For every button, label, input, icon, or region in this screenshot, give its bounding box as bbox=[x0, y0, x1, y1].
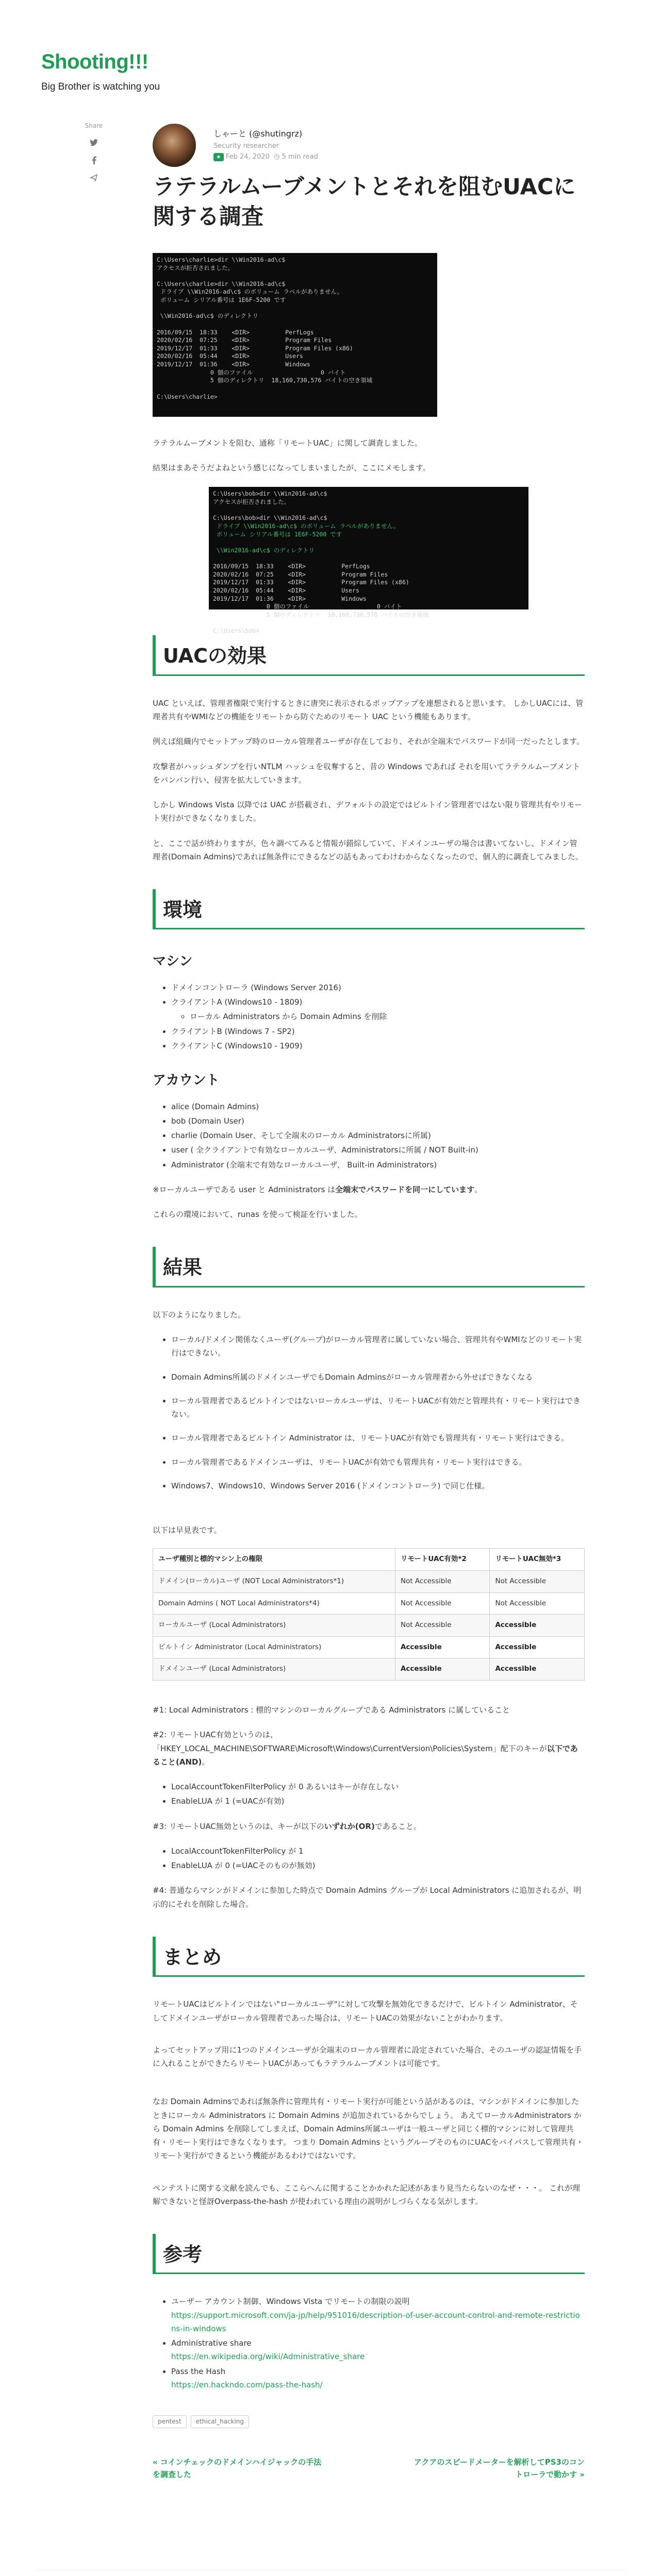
intro-paragraph-1: ラテラルムーブメントを阻む、通称「リモートUAC」に関して調査しました。 bbox=[153, 438, 422, 448]
site-description: Big Brother is watching you bbox=[41, 81, 160, 92]
footnote-2-list bbox=[171, 1780, 585, 1808]
reference-link[interactable]: https://en.wikipedia.org/wiki/Administrative_share bbox=[171, 2352, 365, 2362]
table-row bbox=[153, 1570, 585, 1592]
read-time: 5 min read bbox=[282, 152, 318, 161]
heading-uac: UACの効果 bbox=[153, 635, 585, 675]
table-cell: Not Accessible bbox=[490, 1592, 585, 1615]
terminal-screenshot-2 bbox=[209, 487, 528, 635]
footnote-2-bold: 以下であること(AND) bbox=[153, 1743, 578, 1767]
table-cell: Accessible bbox=[395, 1658, 490, 1681]
star-icon: ★ bbox=[213, 153, 224, 161]
list-item: • ローカル管理者であるドメインユーザは、リモートUACが有効でも管理共有・リモート実行はできる。 bbox=[171, 1455, 585, 1469]
uac-paragraph-5: と、ここで話が終わりますが、色々調べてみると情報が錯綜していて、ドメインユーザの場合は書いてないし、ドメイン管理者(Domain Admins)であれば無条件にできるなどの話もあってわけわからなくなったので、個人的に調査してみました。 bbox=[153, 838, 583, 861]
tag-ethical-hacking[interactable]: ethical_hacking bbox=[191, 2415, 249, 2428]
site-footer bbox=[36, 2570, 626, 2576]
post-date: Feb 24, 2020 bbox=[225, 152, 270, 161]
uac-paragraph-3: 攻撃者がハッシュダンプを行いNTLM ハッシュを収奪すると、昔の Windows であれば それを用いてラテラルムーブメントをバンバン行い、侵害を拡大していきます。 bbox=[153, 761, 581, 785]
footnote-2 bbox=[153, 1728, 585, 1769]
table-cell: Accessible bbox=[395, 1636, 490, 1658]
reference-title: • Pass the Hash bbox=[171, 2366, 226, 2376]
heading-machine: マシン bbox=[153, 954, 193, 970]
table-cell: Not Accessible bbox=[395, 1592, 490, 1615]
reference-link[interactable]: https://support.microsoft.com/ja-jp/help/951016/description-of-user-account-control-and-remote-restrictions-in-windows bbox=[171, 2310, 580, 2333]
footnote-3-end: であること。 bbox=[374, 1821, 421, 1831]
result-table bbox=[153, 1548, 585, 1681]
twitter-icon[interactable] bbox=[89, 139, 99, 149]
account-list bbox=[171, 1100, 585, 1172]
list-item bbox=[171, 2336, 585, 2364]
list-item bbox=[171, 2365, 585, 2392]
table-cell: Accessible bbox=[490, 1636, 585, 1658]
list-item: • クライアントC (Windows10 - 1909) bbox=[171, 1039, 585, 1053]
footnote-3 bbox=[153, 1820, 585, 1833]
table-row bbox=[153, 1592, 585, 1615]
uac-paragraph-1: UAC といえば、管理者権限で実行するときに唐突に表示されるポップアップを連想されると思います。 しかしUACには、管理者共有やWMIなどの機能をリモートから防ぐためのリモート UAC という機能もあります。 bbox=[153, 698, 584, 722]
heading-account: アカウント bbox=[153, 1073, 220, 1089]
table-cell: ドメイン(ローカル)ユーザ (NOT Local Administrators*1) bbox=[153, 1570, 395, 1592]
author-role: Security researcher bbox=[213, 142, 279, 150]
table-row bbox=[153, 1636, 585, 1658]
reference-title: • ユーザー アカウント制御、Windows Vista でリモートの制限の説明 bbox=[171, 2297, 410, 2307]
tag-pentest[interactable]: pentest bbox=[153, 2415, 187, 2428]
author-name[interactable]: しゃーと (@shutingrz) bbox=[213, 129, 303, 139]
table-cell: Not Accessible bbox=[395, 1615, 490, 1637]
table-cell: Not Accessible bbox=[395, 1570, 490, 1592]
table-cell: ローカルユーザ (Local Administrators) bbox=[153, 1615, 395, 1637]
terminal-2-prompt: C:\Users\bob>dir \\Win2016-ad\c$ アクセスが拒否されました。 C:\Users\bob>dir \\Win2016-ad\c$ bbox=[213, 490, 327, 522]
share-icon[interactable] bbox=[89, 174, 99, 184]
next-post-link[interactable]: アクアのスピードメーターを解析してPS3のコントローラで動かす » bbox=[413, 2458, 585, 2480]
tag-list bbox=[153, 2414, 585, 2428]
env-note-end: 。 bbox=[474, 1184, 483, 1194]
table-cell: Domain Admins ( NOT Local Administrators*4) bbox=[153, 1592, 395, 1615]
list-item: • LocalAccountTokenFilterPolicy が 1 bbox=[171, 1844, 585, 1858]
summary-paragraph-3: なお Domain Adminsであれば無条件に管理共有・リモート実行が可能という話があるのは、マシンがドメインに参加したときにローカル Administrators に Domain Admins が追加されているからでしょう。 あえてローカルAdministrators から Domain Admins を削除してしまえば、Domain Admins所属ユーザは一般ユーザと同じく標的マシンに対して管理共有・リモート実行はできなくなります。 つまり Domain Admins というグループそのものにUACをバイパスして管理共有・リモート実行ができるという機能があるわけではないです。 bbox=[153, 2097, 584, 2161]
list-item: • charlie (Domain User、そして全端末のローカル Administratorsに所属) bbox=[171, 1129, 585, 1142]
share-sidebar bbox=[78, 121, 109, 184]
list-item: • Domain Admins所属のドメインユーザでもDomain Adminsがローカル管理者から外せばできなくなる bbox=[171, 1370, 585, 1384]
list-item: • Windows7、Windows10、Windows Server 2016 (ドメインコントローラ) で同じ仕様。 bbox=[171, 1479, 585, 1493]
footnote-2-text: #2: リモートUAC有効というのは、「HKEY_LOCAL_MACHINE\SOFTWARE\Microsoft\Windows\CurrentVersion\Policies\System」配下のキーが bbox=[153, 1730, 547, 1753]
list-item: • ローカル/ドメイン関係なくユーザ(グループ)がローカル管理者に属していない場合、管理共有やWMIなどのリモート実行はできない。 bbox=[171, 1333, 585, 1360]
heading-summary: まとめ bbox=[153, 1937, 585, 1977]
reference-list bbox=[171, 2295, 585, 2392]
list-item: • EnableLUA が 0 (=UACそのものが無効) bbox=[171, 1859, 585, 1872]
heading-result: 結果 bbox=[153, 1247, 585, 1287]
table-header: リモートUAC有効*2 bbox=[395, 1549, 490, 1571]
post-navigation bbox=[153, 2456, 585, 2481]
summary-paragraph-1: リモートUACはビルトインではない"ローカルユーザ"に対して攻撃を無効化できるだけで、ビルトイン Administrator、そしてドメインユーザがローカル管理者であった場合は、リモートUACの効果がないことがわかります。 bbox=[153, 1999, 578, 2023]
list-item: • ローカル管理者であるビルトインではないローカルユーザは、リモートUACが有効だと管理共有・リモート実行はできない。 bbox=[171, 1394, 585, 1421]
table-row bbox=[153, 1615, 585, 1637]
heading-reference: 参考 bbox=[153, 2234, 585, 2274]
footnote-3-bold: いずれか(OR) bbox=[324, 1821, 375, 1831]
uac-paragraph-4: しかし Windows Vista 以降では UAC が搭載され、デフォルトの設定ではビルトイン管理者ではない限り管理共有やリモート実行ができなくなりました。 bbox=[153, 800, 583, 823]
terminal-2-highlight: ドライブ \\Win2016-ad\c$ のボリューム ラベルがありません。 ボリューム シリアル番号は 1E6F-5200 です \\Win2016-ad\c$ のディレクトリ bbox=[216, 522, 400, 554]
article bbox=[153, 172, 585, 2481]
prev-post-link[interactable]: « コインチェックのドメインハイジャックの手法を調査した bbox=[153, 2458, 322, 2480]
footnote-4: #4: 普通ならマシンがドメインに参加した時点で Domain Admins グループが Local Administrators に追加されるが、明示的にそれを削除した場合。 bbox=[153, 1886, 582, 1909]
env-note-bold: 全端末でパスワードを同一にしています bbox=[335, 1184, 475, 1194]
share-label: Share bbox=[85, 122, 103, 129]
list-item: • ローカル管理者であるビルトイン Administrator は、リモートUACが有効でも管理共有・リモート実行はできる。 bbox=[171, 1431, 585, 1445]
env-paragraph: これらの環境において、runas を使って検証を行いました。 bbox=[153, 1210, 362, 1219]
table-intro: 以下は早見表です。 bbox=[153, 1526, 222, 1535]
list-item bbox=[171, 2295, 585, 2335]
reference-link[interactable]: https://en.hackndo.com/pass-the-hash/ bbox=[171, 2380, 323, 2389]
env-note bbox=[153, 1183, 585, 1196]
footnote-3-text: #3: リモートUAC無効というのは、キーが以下の bbox=[153, 1821, 324, 1831]
list-item: • user ( 全クライアントで有効なローカルユーザ、Administratorsに所属 / NOT Built-in) bbox=[171, 1143, 585, 1157]
list-item bbox=[171, 995, 585, 1024]
table-cell: Accessible bbox=[490, 1658, 585, 1681]
list-item: • EnableLUA が 1 (=UACが有効) bbox=[171, 1794, 585, 1808]
table-cell: Not Accessible bbox=[490, 1570, 585, 1592]
intro-paragraph-2: 結果はまあそうだよねという感じになってしまいましたが、ここにメモします。 bbox=[153, 463, 431, 473]
table-cell: ビルトイン Administrator (Local Administrators) bbox=[153, 1636, 395, 1658]
heading-environment: 環境 bbox=[153, 889, 585, 929]
list-item: ◦ ローカル Administrators から Domain Admins を削除 bbox=[190, 1010, 585, 1023]
post-meta bbox=[213, 152, 420, 163]
facebook-icon[interactable] bbox=[89, 156, 99, 166]
footnote-1: #1: Local Administrators : 標的マシンのローカルグループである Administrators に属していること bbox=[153, 1705, 510, 1715]
terminal-2-listing: 2016/09/15 18:33 <DIR> PerfLogs 2020/02/16 07:25 <DIR> Program Files 2019/12/17 01:33 <DIR> Program Files (x86) 2020/02/16 05:44 <DIR> Users 2019/12/17 01:36 <DIR> Windows 0 個のファイル 0 バイト 5 個のディレクトリ 18,160,730,576 バイトの空き領域 C:\Users\bob> bbox=[213, 563, 429, 635]
terminal-screenshot-1: C:\Users\charlie>dir \\Win2016-ad\c$ アクセスが拒否されました。 C:\Users\charlie>dir \\Win2016-ad\c$ ドライブ \\Win2016-ad\c$ のボリューム ラベルがありません。 ボリューム シリアル番号は 1E6F-5200 です \\Win2016-ad\c$ のディレクトリ 2016/09/15 18:33 <DIR> PerfLogs 2020/02/16 07:25 <DIR> Program Files 2019/12/17 01:33 <DIR> Program Files (x86) 2020/02/16 05:44 <DIR> Users 2019/12/17 01:36 <DIR> Windows 0 個のファイル 0 バイト 5 個のディレクトリ 18,160,730,576 バイトの空き領域 C:\Users\charlie> bbox=[153, 253, 437, 417]
post-title: ラテラルムーブメントとそれを阻むUACに関する調査 bbox=[153, 174, 576, 230]
avatar[interactable] bbox=[153, 124, 196, 167]
machine-list bbox=[171, 981, 585, 1053]
uac-paragraph-2: 例えば組織内でセットアップ時のローカル管理者ユーザが存在しており、それが全端末でパスワードが同一だったとします。 bbox=[153, 737, 585, 747]
result-intro: 以下のようになりました。 bbox=[153, 1310, 246, 1319]
summary-paragraph-4: ペンテストに関する文献を読んでも、ここらへんに関することかかれた記述があまり見当たらないのなぜ・・・。 これが理解できないと怪訝Overpass-the-hash が使われている理由の説明がしづらくなる気がします。 bbox=[153, 2183, 581, 2206]
list-item: • LocalAccountTokenFilterPolicy が 0 あるいはキーが存在しない bbox=[171, 1780, 585, 1793]
list-item: • ドメインコントローラ (Windows Server 2016) bbox=[171, 981, 585, 994]
footnote-3-list bbox=[171, 1844, 585, 1873]
list-item: • alice (Domain Admins) bbox=[171, 1100, 585, 1113]
table-header-row bbox=[153, 1549, 585, 1571]
table-cell: ドメインユーザ (Local Administrators) bbox=[153, 1658, 395, 1681]
site-header bbox=[41, 49, 160, 95]
list-item: • Administrator (全端末で有効なローカルユーザ、 Built-in Administrators) bbox=[171, 1158, 585, 1172]
list-item: • クライアントB (Windows 7 - SP2) bbox=[171, 1025, 585, 1038]
reference-title: • Administrative share bbox=[171, 2338, 252, 2348]
list-item: • bob (Domain User) bbox=[171, 1114, 585, 1128]
env-note-text: ※ローカルユーザである user と Administrators は bbox=[153, 1184, 336, 1194]
clock-icon: ◷ bbox=[274, 152, 280, 161]
table-header: リモートUAC無効*3 bbox=[490, 1549, 585, 1571]
table-row bbox=[153, 1658, 585, 1681]
table-header: ユーザ種別と標的マシン上の権限 bbox=[153, 1549, 395, 1571]
table-cell: Accessible bbox=[490, 1615, 585, 1637]
site-title[interactable]: Shooting!!! bbox=[41, 50, 148, 73]
footnote-2-end: 。 bbox=[202, 1757, 210, 1767]
summary-paragraph-2: よってセットアップ用に1つのドメインユーザが全端末のローカル管理者に設定されていた場合、そのユーザの認証情報を手に入れることができたらリモートUACがあってもラテラルムーブメントは可能です。 bbox=[153, 2045, 582, 2068]
list-item-text: クライアントA (Windows10 - 1809) bbox=[171, 997, 303, 1007]
result-list bbox=[171, 1333, 585, 1493]
